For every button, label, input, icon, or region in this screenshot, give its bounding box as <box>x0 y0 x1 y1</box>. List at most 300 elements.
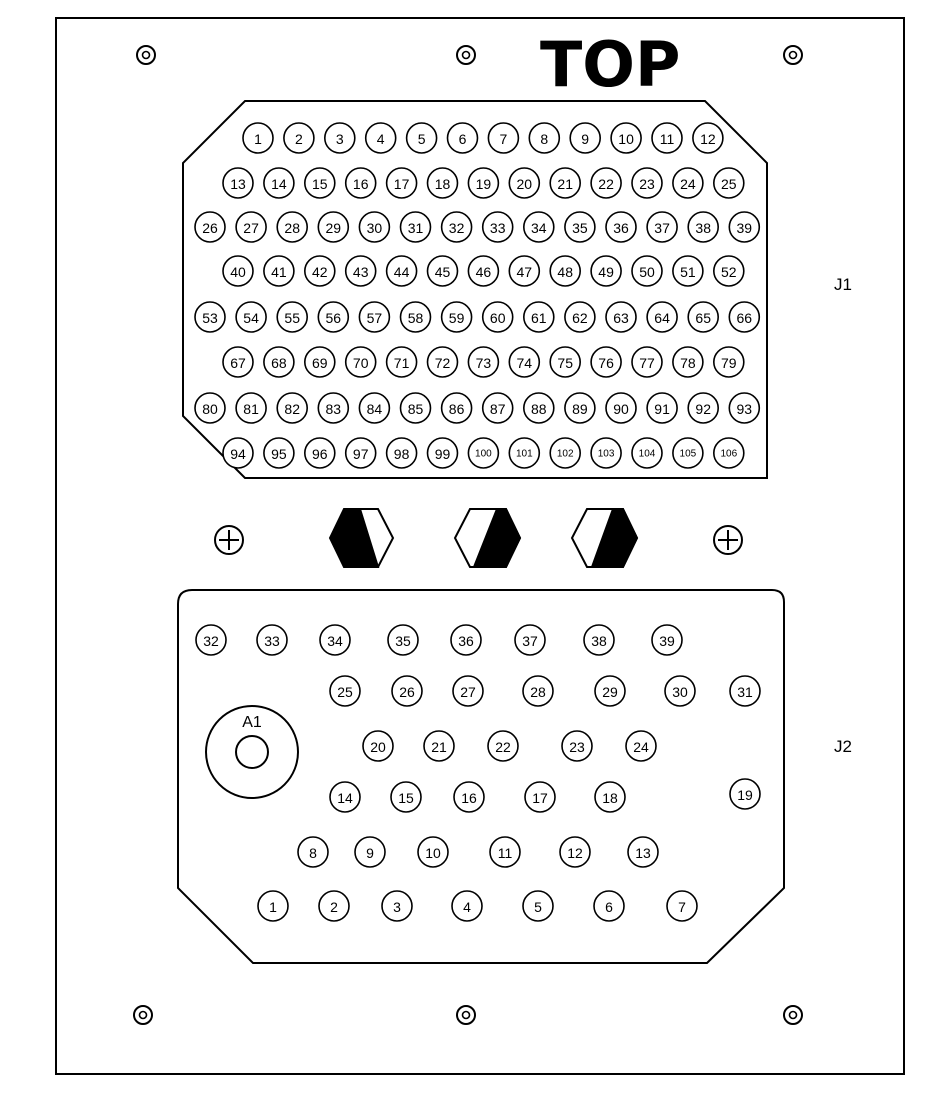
pin <box>688 212 718 242</box>
pin <box>632 256 662 286</box>
pin-label: 59 <box>448 310 465 326</box>
pin-label: 41 <box>271 264 287 280</box>
pin-label: 61 <box>531 310 547 326</box>
pin-label: 89 <box>572 401 588 417</box>
pin <box>318 212 348 242</box>
pin-label: 44 <box>393 264 410 280</box>
j2-coax-a1 <box>206 706 298 798</box>
pin-label: 7 <box>499 131 508 147</box>
pin <box>401 212 431 242</box>
pin <box>667 891 697 921</box>
mounting-hole-icon <box>134 1006 152 1024</box>
pin <box>401 393 431 423</box>
pin <box>524 212 554 242</box>
pin-label: 38 <box>695 220 711 236</box>
pin <box>330 676 360 706</box>
pin <box>366 123 396 153</box>
pin <box>483 393 513 423</box>
pin <box>223 347 253 377</box>
pin-label: 33 <box>264 633 280 649</box>
pin <box>483 302 513 332</box>
pin <box>319 891 349 921</box>
pin <box>632 347 662 377</box>
pin-label: 24 <box>633 739 649 755</box>
pin-label: 22 <box>598 176 614 192</box>
pin <box>606 302 636 332</box>
pin-label: 18 <box>602 790 618 806</box>
pin-label: 2 <box>330 899 338 915</box>
pin-label: 32 <box>203 633 219 649</box>
pin <box>647 302 677 332</box>
pin-label: 72 <box>434 355 451 371</box>
pin-label: 10 <box>618 131 634 147</box>
mounting-hole-icon <box>457 46 475 64</box>
pin <box>298 837 328 867</box>
pin <box>468 168 498 198</box>
pin <box>591 168 621 198</box>
pin <box>387 168 417 198</box>
pin-label: 53 <box>202 310 218 326</box>
pin <box>407 123 437 153</box>
pin-label: 66 <box>736 310 753 326</box>
pin-label: 14 <box>337 790 353 806</box>
pin-label: 8 <box>309 845 317 861</box>
pin-label: 79 <box>721 355 737 371</box>
pin-label: 21 <box>557 176 573 192</box>
pin-label: 78 <box>680 355 696 371</box>
pin-label: 31 <box>737 684 753 700</box>
pin-label: 55 <box>284 310 300 326</box>
pin <box>730 676 760 706</box>
pin-label: 69 <box>312 355 328 371</box>
pin <box>509 256 539 286</box>
pin-label: 12 <box>567 845 583 861</box>
pin <box>488 731 518 761</box>
pin-label: 50 <box>639 264 655 280</box>
pin-label: 30 <box>672 684 688 700</box>
pin <box>325 123 355 153</box>
pin <box>264 347 294 377</box>
pin-label: 36 <box>613 220 629 236</box>
pin-label: 9 <box>581 131 590 147</box>
pin-label: 64 <box>654 310 670 326</box>
pin <box>318 302 348 332</box>
pin <box>562 731 592 761</box>
pin-label: 23 <box>569 739 585 755</box>
pin <box>632 438 662 468</box>
pin-label: 4 <box>463 899 471 915</box>
mounting-hole-icon <box>784 1006 802 1024</box>
pin <box>729 212 759 242</box>
pin <box>591 347 621 377</box>
pin <box>428 256 458 286</box>
pin-label: 16 <box>352 176 369 192</box>
pin <box>284 123 314 153</box>
pin <box>264 256 294 286</box>
pin <box>388 625 418 655</box>
pin-label: 57 <box>366 310 383 326</box>
mounting-hole-icon <box>784 46 802 64</box>
pin <box>665 676 695 706</box>
pin <box>729 393 759 423</box>
pin <box>565 393 595 423</box>
pin <box>570 123 600 153</box>
pin <box>195 212 225 242</box>
pin <box>483 212 513 242</box>
pin-label: 13 <box>230 176 246 192</box>
pin-label: 1 <box>269 899 277 915</box>
pin <box>550 256 580 286</box>
pin-label: 102 <box>556 448 574 460</box>
pin-label: 95 <box>271 446 287 462</box>
pin <box>509 347 539 377</box>
pin-label: 103 <box>597 448 615 460</box>
pin <box>382 891 412 921</box>
pin <box>673 438 703 468</box>
pin <box>277 212 307 242</box>
pin-label: 36 <box>458 633 474 649</box>
pin <box>652 123 682 153</box>
pin <box>387 347 417 377</box>
pin <box>565 302 595 332</box>
pin <box>391 782 421 812</box>
pin-label: 46 <box>475 264 492 280</box>
pin <box>490 837 520 867</box>
pin <box>611 123 641 153</box>
pin <box>355 837 385 867</box>
pin-label: 27 <box>460 684 476 700</box>
pin-label: 73 <box>475 355 492 371</box>
a1-label: A1 <box>242 714 262 731</box>
pin-label: 34 <box>531 220 547 236</box>
pin-label: 60 <box>489 310 506 326</box>
pin <box>591 256 621 286</box>
pin <box>346 168 376 198</box>
pin <box>424 731 454 761</box>
pin-label: 47 <box>516 264 533 280</box>
pin-label: 45 <box>434 264 451 280</box>
pin-label: 82 <box>284 401 300 417</box>
pin-label: 80 <box>202 401 218 417</box>
pin <box>318 393 348 423</box>
pin-label: 15 <box>312 176 328 192</box>
pin <box>529 123 559 153</box>
pin <box>673 168 703 198</box>
pin-label: 58 <box>407 310 424 326</box>
pin-label: 28 <box>530 684 546 700</box>
pin-label: 3 <box>335 131 344 147</box>
pin-label: 7 <box>678 899 686 915</box>
pin-label: 8 <box>540 131 549 147</box>
pin-label: 23 <box>639 176 655 192</box>
pin-label: 98 <box>393 446 410 462</box>
pin-label: 30 <box>366 220 383 236</box>
pin <box>448 123 478 153</box>
pin-label: 38 <box>591 633 607 649</box>
alignment-mark-right <box>714 526 742 554</box>
pin-label: 70 <box>352 355 369 371</box>
pin <box>647 212 677 242</box>
pin-label: 88 <box>531 401 547 417</box>
pin <box>346 256 376 286</box>
pin <box>693 123 723 153</box>
pin-label: 75 <box>557 355 573 371</box>
pin <box>524 302 554 332</box>
pin-label: 37 <box>654 220 670 236</box>
pin-label: 71 <box>393 355 410 371</box>
pin-label: 90 <box>613 401 629 417</box>
pin-label: 40 <box>230 264 246 280</box>
pin <box>524 393 554 423</box>
pin-label: 85 <box>407 401 424 417</box>
pin <box>647 393 677 423</box>
pin-label: 100 <box>475 448 492 460</box>
pin <box>330 782 360 812</box>
pin <box>392 676 422 706</box>
pin-label: 87 <box>489 401 506 417</box>
pin-label: 15 <box>398 790 414 806</box>
pin <box>652 625 682 655</box>
pin <box>453 676 483 706</box>
pin-label: 10 <box>425 845 441 861</box>
pin-label: 104 <box>638 448 656 460</box>
pin <box>442 302 472 332</box>
pin <box>442 212 472 242</box>
pin <box>591 438 621 468</box>
pin-label: 76 <box>598 355 614 371</box>
pin <box>454 782 484 812</box>
pin <box>258 891 288 921</box>
pin-label: 20 <box>370 739 386 755</box>
pin <box>363 731 393 761</box>
pin <box>688 393 718 423</box>
key-right-hexagon-icon <box>572 509 637 567</box>
pin <box>305 256 335 286</box>
pin-label: 4 <box>376 131 385 147</box>
pin <box>595 782 625 812</box>
pin <box>673 256 703 286</box>
pin <box>451 625 481 655</box>
pin <box>550 438 580 468</box>
pin-label: 26 <box>399 684 415 700</box>
pin-label: 18 <box>434 176 451 192</box>
pin <box>550 168 580 198</box>
pin-label: 35 <box>395 633 411 649</box>
pin <box>729 302 759 332</box>
pin <box>452 891 482 921</box>
pin-label: 34 <box>327 633 343 649</box>
pin-label: 17 <box>532 790 548 806</box>
pin <box>442 393 472 423</box>
pin <box>428 347 458 377</box>
pin-label: 84 <box>366 401 383 417</box>
pin <box>468 256 498 286</box>
pin <box>359 393 389 423</box>
pin-label: 43 <box>352 264 369 280</box>
key-middle-hexagon-icon <box>455 509 520 567</box>
pin-label: 86 <box>448 401 465 417</box>
pin <box>418 837 448 867</box>
pin-label: 65 <box>695 310 711 326</box>
pin-label: 14 <box>271 176 287 192</box>
pin-label: 25 <box>337 684 353 700</box>
pin <box>257 625 287 655</box>
pin <box>632 168 662 198</box>
pin-label: 27 <box>243 220 259 236</box>
pin-label: 3 <box>393 899 401 915</box>
pin-label: 25 <box>721 176 737 192</box>
pin-label: 26 <box>202 220 218 236</box>
pin-label: 29 <box>325 220 342 236</box>
pin <box>264 168 294 198</box>
pin-label: 6 <box>605 899 613 915</box>
pin-label: 51 <box>680 264 696 280</box>
j1-label: J1 <box>834 275 852 294</box>
pin-label: 13 <box>635 845 651 861</box>
pin-label: 97 <box>352 446 369 462</box>
pin-label: 12 <box>700 131 716 147</box>
j1-pins <box>195 123 759 468</box>
pin-label: 11 <box>659 131 675 147</box>
pin <box>264 438 294 468</box>
pin-label: 20 <box>516 176 533 192</box>
key-left-hexagon-icon <box>330 509 393 567</box>
pin <box>277 393 307 423</box>
pin <box>359 212 389 242</box>
pin-label: 5 <box>534 899 542 915</box>
pin-label: 67 <box>230 355 246 371</box>
pin-label: 35 <box>572 220 588 236</box>
pin-label: 37 <box>522 633 538 649</box>
pin-label: 81 <box>243 401 259 417</box>
pin <box>196 625 226 655</box>
pin-label: 49 <box>598 264 614 280</box>
pin <box>595 676 625 706</box>
pin <box>714 347 744 377</box>
pin-label: 54 <box>243 310 259 326</box>
pin-label: 19 <box>737 787 753 803</box>
pin <box>236 393 266 423</box>
pin <box>523 891 553 921</box>
pin-label: 91 <box>654 401 670 417</box>
pin-label: 56 <box>325 310 342 326</box>
pin-label: 68 <box>271 355 287 371</box>
pin-label: 63 <box>613 310 629 326</box>
pin <box>606 212 636 242</box>
pin <box>387 256 417 286</box>
pin <box>628 837 658 867</box>
pin <box>488 123 518 153</box>
pin-label: 77 <box>639 355 655 371</box>
pin-label: 19 <box>475 176 492 192</box>
pin <box>243 123 273 153</box>
pin-label: 2 <box>295 131 303 147</box>
j2-pins <box>196 625 760 921</box>
pin <box>236 302 266 332</box>
pin <box>594 891 624 921</box>
j1-outline <box>183 101 767 478</box>
pin-label: 33 <box>489 220 506 236</box>
mounting-hole-icon <box>137 46 155 64</box>
pin-label: 83 <box>325 401 342 417</box>
pin-label: 48 <box>557 264 573 280</box>
pin <box>236 212 266 242</box>
pin-label: 96 <box>312 446 328 462</box>
alignment-mark-left <box>215 526 243 554</box>
pin <box>359 302 389 332</box>
pin <box>509 168 539 198</box>
pin-label: 22 <box>495 739 511 755</box>
pin <box>305 438 335 468</box>
pin <box>509 438 539 468</box>
pin <box>305 168 335 198</box>
pin-label: 17 <box>393 176 410 192</box>
pin <box>223 168 253 198</box>
pin <box>346 347 376 377</box>
pin-label: 74 <box>516 355 533 371</box>
pin <box>714 438 744 468</box>
pin <box>428 168 458 198</box>
pin <box>560 837 590 867</box>
pin <box>584 625 614 655</box>
pin-label: 101 <box>515 448 533 460</box>
panel-title: TOP <box>540 28 681 101</box>
pin-label: 93 <box>736 401 753 417</box>
mounting-hole-icon <box>457 1006 475 1024</box>
pin <box>223 256 253 286</box>
pin <box>468 438 498 468</box>
pin <box>195 393 225 423</box>
pin-label: 105 <box>679 448 697 460</box>
pin-label: 29 <box>602 684 618 700</box>
pin <box>468 347 498 377</box>
pin-label: 62 <box>572 310 588 326</box>
pin-label: 6 <box>458 131 467 147</box>
pin-label: 21 <box>431 739 447 755</box>
pin-label: 31 <box>407 220 424 236</box>
pin <box>223 438 253 468</box>
pin <box>305 347 335 377</box>
pin <box>525 782 555 812</box>
pin-label: 39 <box>736 220 753 236</box>
pin-label: 106 <box>720 448 738 460</box>
pin-label: 52 <box>721 264 737 280</box>
pin-label: 5 <box>417 131 426 147</box>
pin <box>515 625 545 655</box>
pin <box>346 438 376 468</box>
pin-label: 9 <box>366 845 374 861</box>
pin-label: 92 <box>695 401 711 417</box>
pin <box>387 438 417 468</box>
pin-label: 42 <box>312 264 328 280</box>
pin-label: 16 <box>461 790 477 806</box>
pin <box>320 625 350 655</box>
pin <box>523 676 553 706</box>
pin <box>730 779 760 809</box>
pin-label: 99 <box>434 446 451 462</box>
pin <box>401 302 431 332</box>
pin <box>195 302 225 332</box>
pin-label: 1 <box>254 131 262 147</box>
pin-label: 28 <box>284 220 300 236</box>
pin <box>428 438 458 468</box>
j2-label: J2 <box>834 737 852 756</box>
pin <box>606 393 636 423</box>
pin <box>550 347 580 377</box>
pin-label: 11 <box>497 845 513 861</box>
pin-label: 39 <box>659 633 675 649</box>
pin-label: 32 <box>448 220 465 236</box>
